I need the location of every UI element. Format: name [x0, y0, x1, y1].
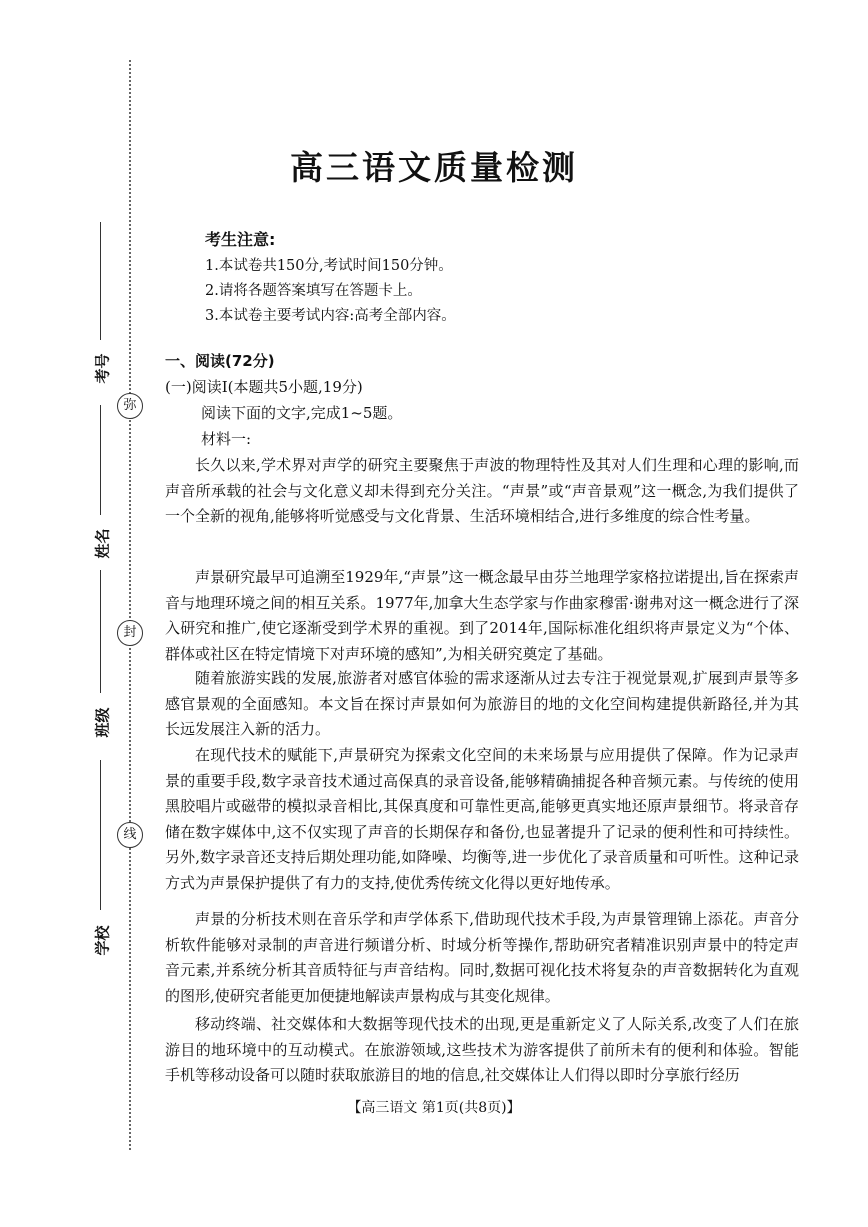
school-label: 学校	[93, 925, 112, 956]
exam-number-label: 考号	[93, 353, 112, 384]
name-label: 姓名	[93, 528, 112, 559]
class-line[interactable]	[100, 570, 101, 693]
exam-number-line[interactable]	[100, 222, 101, 340]
notice-heading: 考生注意:	[205, 230, 276, 249]
paragraph-1: 长久以来,学术界对声学的研究主要聚焦于声波的物理特性及其对人们生理和心理的影响,而声音所承载的社会与文化意义却未得到充分关注。“声景”或“声音景观”这一概念,为我们提供了一个全新的视角,能够将听觉感受与文化背景、生活环境相结合,进行多维度的综合性考量。	[165, 456, 799, 526]
binding-word-mi: 弥	[117, 393, 143, 419]
instruction-text: 阅读下面的文字,完成1~5题。	[201, 404, 403, 422]
name-line[interactable]	[100, 405, 101, 515]
paragraph-5: 声景的分析技术则在音乐学和声学体系下,借助现代技术手段,为声景管理锦上添花。声音分析软件能够对录制的声音进行频谱分析、时域分析等操作,帮助研究者精准识别声景中的特定声音元素,并系统分析其音质特征与声音结构。同时,数据可视化技术将复杂的声音数据转化为直观的图形,使研究者能更加便捷地解读声景构成与其变化规律。	[165, 910, 799, 1005]
notice-item: 3.本试卷主要考试内容:高考全部内容。	[205, 308, 456, 324]
class-label: 班级	[93, 707, 112, 738]
binding-dotted-line	[129, 60, 131, 1150]
subsection-heading: (一)阅读Ⅰ(本题共5小题,19分)	[165, 378, 363, 396]
exam-title: 高三语文质量检测	[290, 148, 578, 187]
section-heading: 一、阅读(72分)	[165, 352, 275, 370]
paragraph-4: 在现代技术的赋能下,声景研究为探索文化空间的未来场景与应用提供了保障。作为记录声景的重要手段,数字录音技术通过高保真的录音设备,能够精确捕捉各种音频元素。与传统的使用黑胶唱片或磁带的模拟录音相比,其保真度和可靠性更高,能够更真实地还原声景细节。将录音存储在数字媒体中,这不仅实现了声音的长期保存和备份,也显著提升了记录的便利性和可持续性。另外,数字录音还支持后期处理功能,如降噪、均衡等,进一步优化了录音质量和可听性。这种记录方式为声景保护提供了有力的支持,使优秀传统文化得以更好地传承。	[165, 746, 799, 892]
notice-item: 1.本试卷共150分,考试时间150分钟。	[205, 258, 453, 274]
page-footer: 【高三语文 第1页(共8页)】	[347, 1100, 521, 1116]
paragraph-6: 移动终端、社交媒体和大数据等现代技术的出现,更是重新定义了人际关系,改变了人们在旅游目的地环境中的互动模式。在旅游领域,这些技术为游客提供了前所未有的便利和体验。智能手机等移动设备可以随时获取旅游目的地的信息,社交媒体让人们得以即时分享旅行经历	[165, 1015, 799, 1085]
binding-word-feng: 封	[117, 620, 143, 646]
paragraph-3: 随着旅游实践的发展,旅游者对感官体验的需求逐渐从过去专注于视觉景观,扩展到声景等多感官景观的全面感知。本文旨在探讨声景如何为旅游目的地的文化空间构建提供新路径,并为其长远发展注入新的活力。	[165, 669, 799, 739]
notice-item: 2.请将各题答案填写在答题卡上。	[205, 283, 422, 299]
material-label: 材料一:	[201, 430, 252, 448]
paragraph-2: 声景研究最早可追溯至1929年,“声景”这一概念最早由芬兰地理学家格拉诺提出,旨在探索声音与地理环境之间的相互关系。1977年,加拿大生态学家与作曲家穆雷·谢弗对这一概念进行了深入研究和推广,使它逐渐受到学术界的重视。到了2014年,国际标准化组织将声景定义为“个体、群体或社区在特定情境下对声环境的感知”,为相关研究奠定了基础。	[165, 568, 799, 663]
binding-word-xian: 线	[117, 822, 143, 848]
school-line[interactable]	[100, 760, 101, 910]
